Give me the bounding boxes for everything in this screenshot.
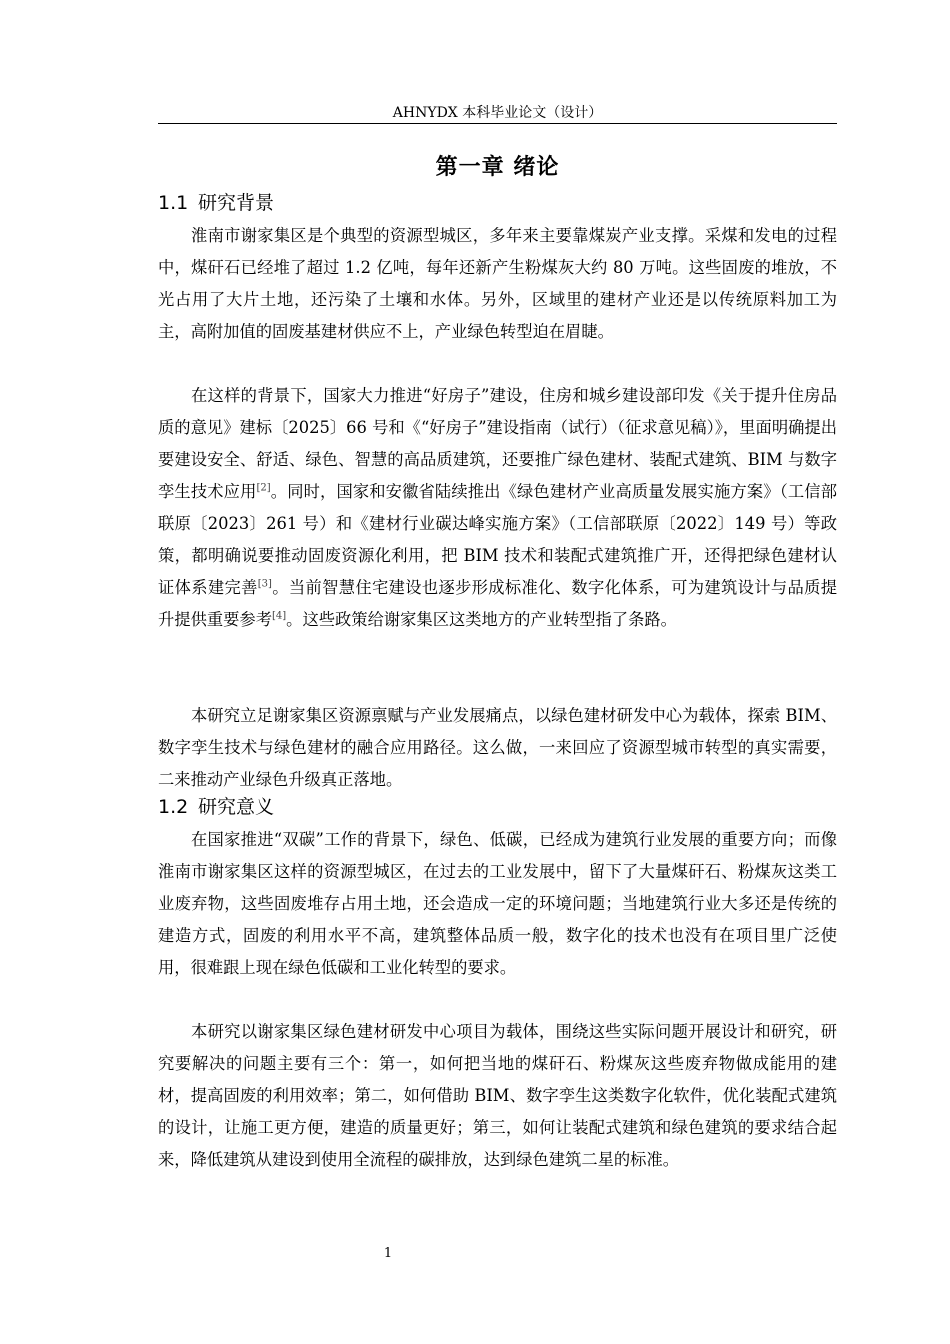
paragraph (158, 380, 837, 636)
paper-page (158, 0, 837, 1344)
paragraph (158, 1016, 837, 1176)
section-title: 研究背景 (198, 192, 275, 214)
section-heading-1-1 (158, 189, 837, 217)
paragraph-text: 本研究立足谢家集区资源禀赋与产业发展痛点，以绿色建材研发中心为载体，探索 BIM、数字孪生技术与绿色建材的融合应用路径。这么做，一来回应了资源型城市转型的真实需要，二来推动产业绿色升级真正落地。 (158, 706, 837, 789)
paragraph-text: 在这样的背景下，国家大力推进“好房子”建设，住房和城乡建设部印发《关于提升住房品质的意见》建标〔2025〕66 号和《“好房子”建设指南（试行）（征求意见稿）》，里面明确提出要建设安全、舒适、绿色、智慧的高品质建筑，还要推广绿色建材、装配式建筑、BIM 与数字孪生技术应用 (158, 386, 837, 501)
paragraph (158, 220, 837, 348)
paragraph-text: 在国家推进“双碳”工作的背景下，绿色、低碳，已经成为建筑行业发展的重要方向；而像淮南市谢家集区这样的资源型城区，在过去的工业发展中，留下了大量煤矸石、粉煤灰这类工业废弃物，这些固废堆存占用土地，还会造成一定的环境问题；当地建筑行业大多还是传统的建造方式，固废的利用水平不高，建筑整体品质一般，数字化的技术也没有在项目里广泛使用，很难跟上现在绿色低碳和工业化转型的要求。 (158, 830, 837, 977)
citation-ref: [4] (271, 610, 287, 622)
running-header: AHNYDX 本科毕业论文（设计） (392, 105, 603, 121)
paragraph-text: 。同时，国家和安徽省陆续推出《绿色建材产业高质量发展实施方案》（工信部联原〔2023〕261 号）和《建材行业碳达峰实施方案》（工信部联原〔2022〕149 号）等政策，都明确说要推动固废资源化利用，把 BIM 技术和装配式建筑推广开，还得把绿色建材认证体系建完善 (158, 482, 837, 597)
section-title: 研究意义 (198, 796, 275, 818)
paragraph-text: 。当前智慧住宅建设也逐步形成标准化、数字化体系，可为建筑设计与品质提升提供重要参考 (158, 578, 837, 629)
paragraph-text: 。这些政策给谢家集区这类地方的产业转型指了条路。 (286, 610, 677, 629)
section-number: 1.2 (158, 796, 189, 818)
paragraph-text: 本研究以谢家集区绿色建材研发中心项目为载体，围绕这些实际问题开展设计和研究，研究要解决的问题主要有三个：第一，如何把当地的煤矸石、粉煤灰这些废弃物做成能用的建材，提高固废的利用效率；第二，如何借助 BIM、数字孪生这类数字化软件，优化装配式建筑的设计，让施工更方便，建造的质量更好；第三，如何让装配式建筑和绿色建筑的要求结合起来，降低建筑从建设到使用全流程的碳排放，达到绿色建筑二星的标准。 (158, 1022, 837, 1169)
paragraph (158, 824, 837, 984)
header-rule (158, 123, 837, 124)
section-number: 1.1 (158, 192, 189, 214)
chapter-title: 第一章 绪论 (435, 155, 560, 180)
citation-ref: [2] (256, 482, 271, 494)
section-heading-1-2 (158, 793, 837, 821)
paragraph-text: 淮南市谢家集区是个典型的资源型城区，多年来主要靠煤炭产业支撑。采煤和发电的过程中，煤矸石已经堆了超过 1.2 亿吨，每年还新产生粉煤灰大约 80 万吨。这些固废的堆放，不光占用了大片土地，还污染了土壤和水体。另外，区域里的建材产业还是以传统原料加工为主，高附加值的固废基建材供应不上，产业绿色转型迫在眉睫。 (158, 226, 837, 341)
citation-ref: [3] (257, 578, 272, 590)
page-number: 1 (383, 1246, 393, 1261)
paragraph (158, 700, 837, 796)
